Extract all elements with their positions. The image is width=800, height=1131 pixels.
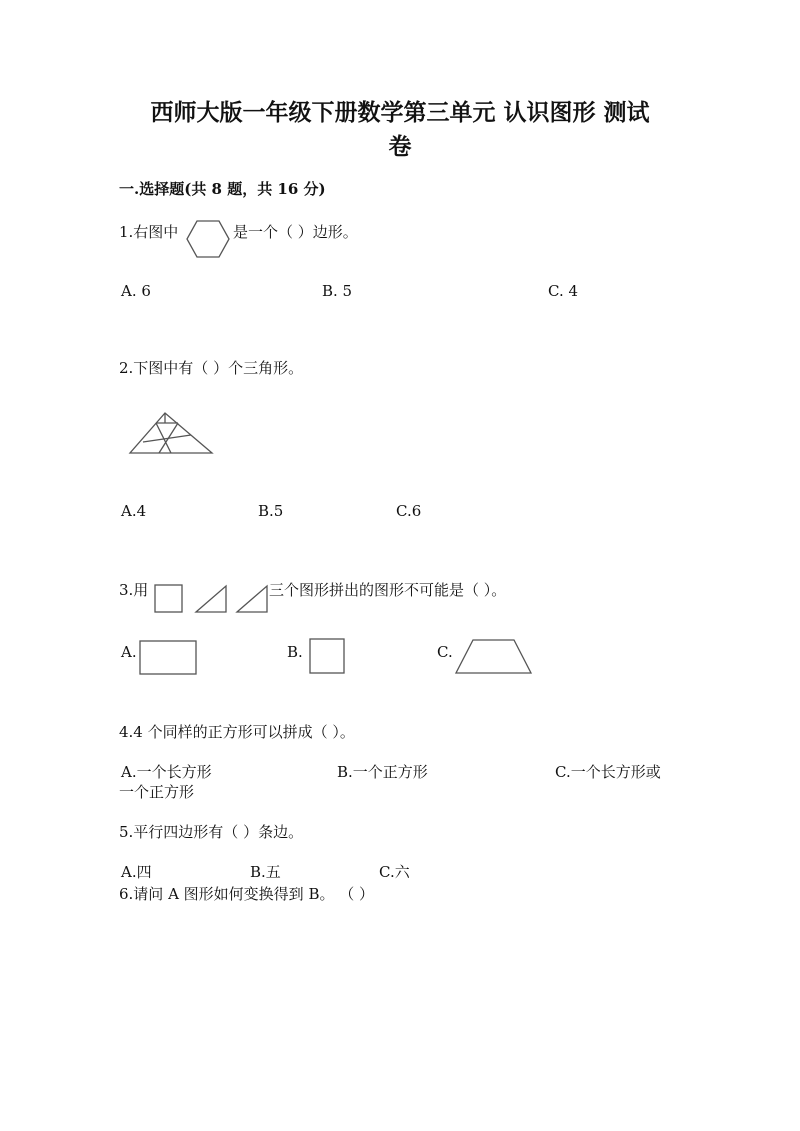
q1-suffix: 是一个（ ）边形。 [233,223,358,241]
section-heading: 一.选择题(共 8 题，共 16 分) [119,180,326,198]
q2-option-b[interactable]: B.5 [258,502,284,520]
q1-prefix: 1.右图中 [119,223,179,241]
square-shape [309,638,347,676]
q2-text: 2.下图中有（ ）个三角形。 [119,359,304,377]
q3-square-shape [153,583,185,613]
q4-text: 4.4 个同样的正方形可以拼成（ ）。 [119,723,355,741]
q1-option-a[interactable]: A. 6 [121,282,151,300]
q4-option-c[interactable]: C.一个长方形或 [555,763,661,781]
q3-suffix: 三个图形拼出的图形不可能是（ ）。 [269,581,507,599]
q3-option-b[interactable]: B. [287,643,303,661]
rectangle-shape [139,640,199,676]
q3-option-a[interactable]: A. [121,643,137,661]
q5-option-c[interactable]: C.六 [379,863,410,881]
q1-option-b[interactable]: B. 5 [322,282,353,300]
page-title [90,96,710,164]
q3-right-triangle-shape-2 [235,584,271,614]
q6-text: 6.请问 A 图形如何变换得到 B。 （ ） [119,885,375,903]
q4-option-c-continued[interactable]: 一个正方形 [119,783,195,801]
q5-option-b[interactable]: B.五 [250,863,281,881]
q4-option-a[interactable]: A.一个长方形 [121,763,212,781]
q5-text: 5.平行四边形有（ ）条边。 [119,823,304,841]
q4-option-b[interactable]: B.一个正方形 [337,763,428,781]
trapezoid-shape [455,639,533,675]
q3-prefix: 3.用 [119,581,149,599]
q2-option-a[interactable]: A.4 [121,502,147,520]
q2-option-c[interactable]: C.6 [396,502,422,520]
triangle-figure [126,409,218,457]
q1-option-c[interactable]: C. 4 [548,282,579,300]
q3-option-c[interactable]: C. [437,643,453,661]
q5-option-a[interactable]: A.四 [121,863,152,881]
title-line-2: 卷 [388,133,412,160]
title-line-1: 西师大版一年级下册数学第三单元 认识图形 测试 [150,99,650,126]
hexagon-figure [186,219,232,259]
q3-right-triangle-shape [194,584,230,614]
